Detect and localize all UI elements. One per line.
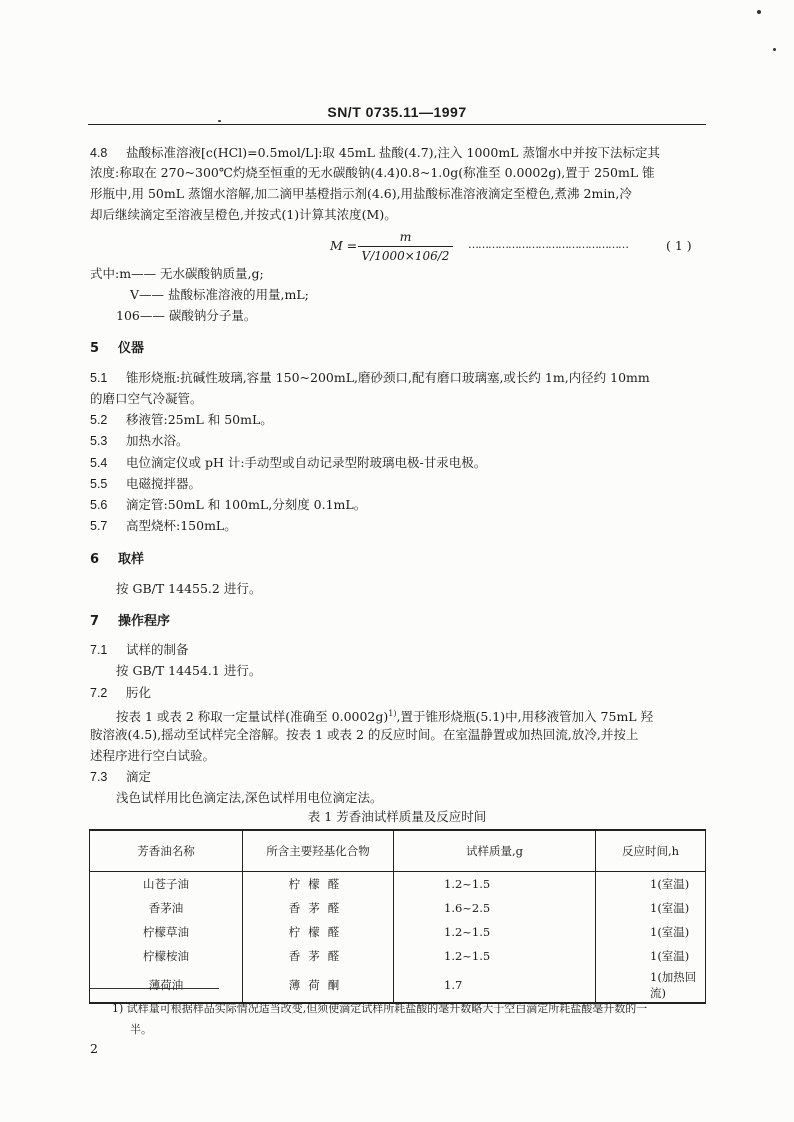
table-cell: 1(室温) — [596, 920, 706, 944]
section-7-3-title: 滴定 — [126, 769, 152, 784]
table-header-cell: 反应时间,h — [596, 830, 706, 872]
table-cell: 柠檬醛 — [243, 872, 394, 897]
section-5-7-text: 高型烧杯:150mL。 — [126, 518, 237, 533]
section-5-7 — [90, 517, 237, 535]
table-row — [90, 920, 706, 944]
section-7-2-heading — [90, 684, 151, 702]
section-4-8-line4: 却后继续滴定至溶液呈橙色,并按式(1)计算其浓度(M)。 — [90, 207, 397, 222]
table-header-cell: 芳香油名称 — [90, 830, 243, 872]
section-5-number: 5 — [90, 341, 100, 356]
section-5-title: 仪器 — [118, 341, 145, 356]
where-line-m — [90, 265, 264, 283]
section-5-3-number: 5.3 — [90, 434, 108, 448]
table-header-cell: 所含主要羟基化合物 — [243, 830, 394, 872]
section-4-8-number: 4.8 — [90, 146, 108, 160]
section-7-number: 7 — [90, 614, 100, 629]
section-7-3-heading — [90, 768, 151, 786]
table-row — [90, 968, 706, 1003]
section-4-8-line2: 浓度:称取在 270~300℃灼烧至恒重的无水碳酸钠(4.4)0.8~1.0g(称准至 0.0002g),置于 250mL 锥 — [90, 165, 655, 180]
table-row — [90, 944, 706, 968]
table-cell: 1.2~1.5 — [394, 944, 596, 968]
table-header-row — [90, 830, 706, 872]
table-cell: 山苍子油 — [90, 872, 243, 897]
where-m: m—— 无水碳酸钠质量,g; — [119, 266, 264, 281]
table-1 — [89, 829, 706, 1004]
table-cell: 柠檬醛 — [243, 920, 394, 944]
section-7-2-line2: 胺溶液(4.5),摇动至试样完全溶解。按表 1 或表 2 的反应时间。在室温静置或加热回流,放冷,并按上 — [90, 727, 639, 742]
section-5-4-number: 5.4 — [90, 456, 108, 470]
section-4-8-line3: 形瓶中,用 50mL 蒸馏水溶解,加二滴甲基橙指示剂(4.6),用盐酸标准溶液滴定至橙色,煮沸 2min,冷 — [90, 186, 632, 201]
section-7-1-text: 按 GB/T 14454.1 进行。 — [116, 663, 262, 678]
section-7-1-heading — [90, 641, 189, 659]
section-6-number: 6 — [90, 552, 100, 567]
table-1-caption: 表 1 芳香油试样质量及反应时间 — [307, 809, 487, 824]
where-line-106: 106—— 碳酸钠分子量。 — [116, 308, 257, 323]
table-row — [90, 872, 706, 897]
table-cell: 1(加热回流) — [596, 968, 706, 1003]
formula-1 — [330, 230, 700, 266]
section-7-2-line1-a: 按表 1 或表 2 称取一定量试样(准确至 0.0002g) — [116, 709, 389, 725]
footnote-line1: 1) 试样量可根据样品实际情况适当改变,但须使滴定试样所耗盐酸的毫升数略大于空白滴定所耗盐酸毫升数的一 — [112, 1002, 648, 1015]
table-cell: 1.6~2.5 — [394, 896, 596, 920]
formula-lhs: M = — [330, 238, 358, 253]
section-5-2-text: 移液管:25mL 和 50mL。 — [126, 412, 273, 427]
table-header-cell: 试样质量,g — [394, 830, 596, 872]
table-cell: 柠檬草油 — [90, 920, 243, 944]
section-6-title: 取样 — [118, 552, 145, 567]
formula-dots: ………………………………………… — [468, 238, 628, 251]
section-5-7-number: 5.7 — [90, 519, 108, 533]
section-5-4 — [90, 454, 486, 472]
section-7-heading — [90, 613, 170, 631]
section-5-5 — [90, 475, 201, 493]
table-cell: 1.2~1.5 — [394, 920, 596, 944]
section-4-8-line1 — [90, 144, 660, 162]
section-5-6-text: 滴定管:50mL 和 100mL,分刻度 0.1mL。 — [126, 497, 367, 512]
footnote-ref: 1) — [388, 709, 397, 718]
table-row — [90, 896, 706, 920]
section-6-heading — [90, 551, 144, 569]
section-6-text: 按 GB/T 14455.2 进行。 — [116, 581, 262, 596]
where-intro: 式中: — [90, 266, 120, 281]
section-4-8-text: 盐酸标准溶液[c(HCl)=0.5mol/L]:取 45mL 盐酸(4.7),注入 1000mL 蒸馏水中并按下法标定其 — [126, 145, 660, 160]
section-7-2-line1-b: ,置于锥形烧瓶(5.1)中,用移液管加入 75mL 羟 — [396, 709, 654, 725]
scan-speck — [757, 10, 761, 14]
table-cell: 薄荷酮 — [243, 968, 394, 1003]
section-5-1-number: 5.1 — [90, 371, 108, 385]
footnote-rule — [89, 988, 219, 989]
table-cell: 1(室温) — [596, 872, 706, 897]
document-header: SN/T 0735.11—1997 — [327, 104, 467, 120]
section-5-heading — [90, 340, 144, 358]
section-7-1-number: 7.1 — [90, 643, 108, 657]
section-5-1-text: 锥形烧瓶:抗碱性玻璃,容量 150~200mL,磨砂颈口,配有磨口玻璃塞,或长约 1m,内径约 10mm — [126, 370, 650, 385]
where-line-v: V—— 盐酸标准溶液的用量,mL; — [130, 287, 309, 302]
page-number: 2 — [90, 1041, 98, 1056]
section-5-6-number: 5.6 — [90, 498, 108, 512]
section-5-2 — [90, 411, 273, 429]
section-7-2-title: 肟化 — [126, 685, 152, 700]
section-7-2-number: 7.2 — [90, 686, 108, 700]
fraction-bar — [358, 246, 453, 247]
table-cell: 1.2~1.5 — [394, 872, 596, 897]
section-5-2-number: 5.2 — [90, 413, 108, 427]
scan-speck — [218, 120, 221, 122]
table-cell: 1(室温) — [596, 944, 706, 968]
section-5-6 — [90, 496, 366, 514]
table-cell: 香茅醛 — [243, 944, 394, 968]
section-5-5-number: 5.5 — [90, 477, 108, 491]
formula-numerator: m — [399, 229, 412, 244]
section-7-2-line1 — [116, 705, 653, 726]
table-cell: 香茅醛 — [243, 896, 394, 920]
formula-denominator: V/1000×106/2 — [361, 249, 450, 263]
section-5-3 — [90, 432, 189, 450]
section-7-3-number: 7.3 — [90, 770, 108, 784]
table-cell: 香茅油 — [90, 896, 243, 920]
formula-equation-number: ( 1 ) — [666, 238, 692, 253]
header-rule — [88, 124, 706, 125]
section-7-3-text: 浅色试样用比色滴定法,深色试样用电位滴定法。 — [116, 790, 383, 805]
table-cell: 1.7 — [394, 968, 596, 1003]
section-5-4-text: 电位滴定仪或 pH 计:手动型或自动记录型附玻璃电极-甘汞电极。 — [126, 455, 487, 470]
table-cell: 薄荷油 — [90, 968, 243, 1003]
section-5-3-text: 加热水浴。 — [126, 433, 189, 448]
table-cell: 1(室温) — [596, 896, 706, 920]
section-7-2-line3: 述程序进行空白试验。 — [90, 748, 216, 763]
section-5-1-line1 — [90, 369, 650, 387]
section-7-title: 操作程序 — [118, 614, 171, 629]
section-7-1-title: 试样的制备 — [126, 642, 189, 657]
section-5-1-line2: 的磨口空气冷凝管。 — [90, 391, 203, 406]
formula-fraction — [358, 230, 453, 263]
scan-speck — [773, 48, 776, 51]
table-cell: 柠檬桉油 — [90, 944, 243, 968]
footnote-line2: 半。 — [130, 1023, 152, 1036]
section-5-5-text: 电磁搅拌器。 — [126, 476, 202, 491]
